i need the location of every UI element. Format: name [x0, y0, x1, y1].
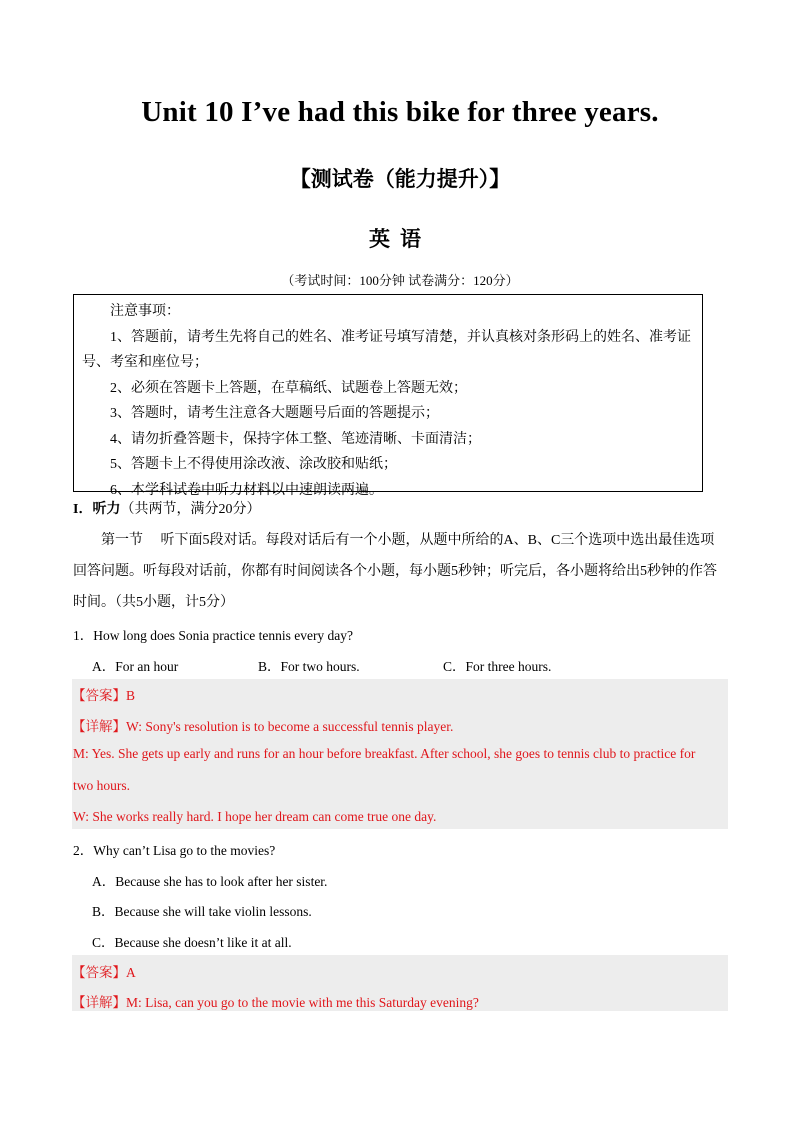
- option-b: B．Because she will take violin lessons.: [92, 904, 312, 919]
- dialogue-line: W: She works really hard. I hope her dream can come true one day.: [73, 809, 437, 824]
- notice-item: 4、请勿折叠答题卡，保持字体工整、笔迹清晰、卡面清洁；: [110, 431, 481, 447]
- section-name: 听力: [92, 502, 121, 517]
- notice-item: 6、本学科试卷中听力材料以中速朗读两遍。: [110, 482, 383, 498]
- dialogue-line: M: Yes. She gets up early and runs for an hour before breakfast. After school, she goes to tennis club to practice for: [73, 746, 696, 761]
- option-c: C．Because she doesn’t like it at all.: [92, 935, 292, 950]
- test-subtitle: 【测试卷（能力提升）】: [289, 167, 511, 191]
- option-c: C．For three hours.: [443, 659, 552, 674]
- answer-block: [72, 679, 728, 829]
- notice-item: 1、答题前，请考生先将自己的姓名、准考证号填写清楚，并认真核对条形码上的姓名、准考证号、考室和座位号；: [82, 329, 691, 370]
- dialogue-line: W: Sony's resolution is to become a successful tennis player.: [126, 719, 454, 734]
- dialogue-line: two hours.: [73, 778, 130, 793]
- notice-box: [73, 294, 703, 498]
- dialogue-line: M: Lisa, can you go to the movie with me this Saturday evening?: [126, 995, 479, 1010]
- section-heading: [73, 498, 260, 518]
- page-title: Unit 10 I’ve had this bike for three years.: [141, 96, 659, 128]
- option-b: B．For two hours.: [258, 659, 360, 674]
- option-a: A．Because she has to look after her sister.: [92, 874, 328, 889]
- answer-value: A: [126, 965, 136, 980]
- answer-value: B: [126, 688, 136, 703]
- option-a: A．For an hour: [92, 659, 179, 674]
- answer-label: 【答案】: [72, 965, 126, 980]
- notice-heading: 注意事项：: [110, 304, 180, 319]
- detail-label: 【详解】: [72, 719, 126, 734]
- detail-line: [72, 991, 479, 1011]
- notice-item: 2、必须在答题卡上答题，在草稿纸、试题卷上答题无效；: [110, 380, 467, 396]
- subject-heading: 英语: [369, 227, 431, 251]
- notice-item: 3、答题时，请考生注意各大题题号后面的答题提示；: [110, 406, 439, 421]
- answer-line: [72, 961, 136, 981]
- detail-line: [72, 715, 453, 735]
- detail-label: 【详解】: [72, 995, 126, 1010]
- answer-line: [72, 684, 135, 704]
- answer-block: [72, 955, 728, 1011]
- section-instructions: 第一节 听下面5段对话。每段对话后有一个小题，从题中所给的A、B、C三个选项中选出最佳选项回答问题。听每段对话前，你都有时间阅读各个小题，每小题5秒钟；听完后，各小题将给出5秒钟的作答时间。（共5小题，计5分）: [73, 533, 717, 610]
- notice-item: 5、答题卡上不得使用涂改液、涂改胶和贴纸；: [110, 457, 397, 472]
- section-number: I．: [73, 502, 93, 517]
- answer-label: 【答案】: [72, 688, 126, 703]
- exam-info: （考试时间：100分钟 试卷满分：120分）: [281, 273, 519, 288]
- question-stem: 1．How long does Sonia practice tennis every day?: [73, 628, 354, 643]
- section-detail: （共两节，满分20分）: [120, 502, 261, 517]
- question-stem: 2．Why can’t Lisa go to the movies?: [73, 843, 276, 858]
